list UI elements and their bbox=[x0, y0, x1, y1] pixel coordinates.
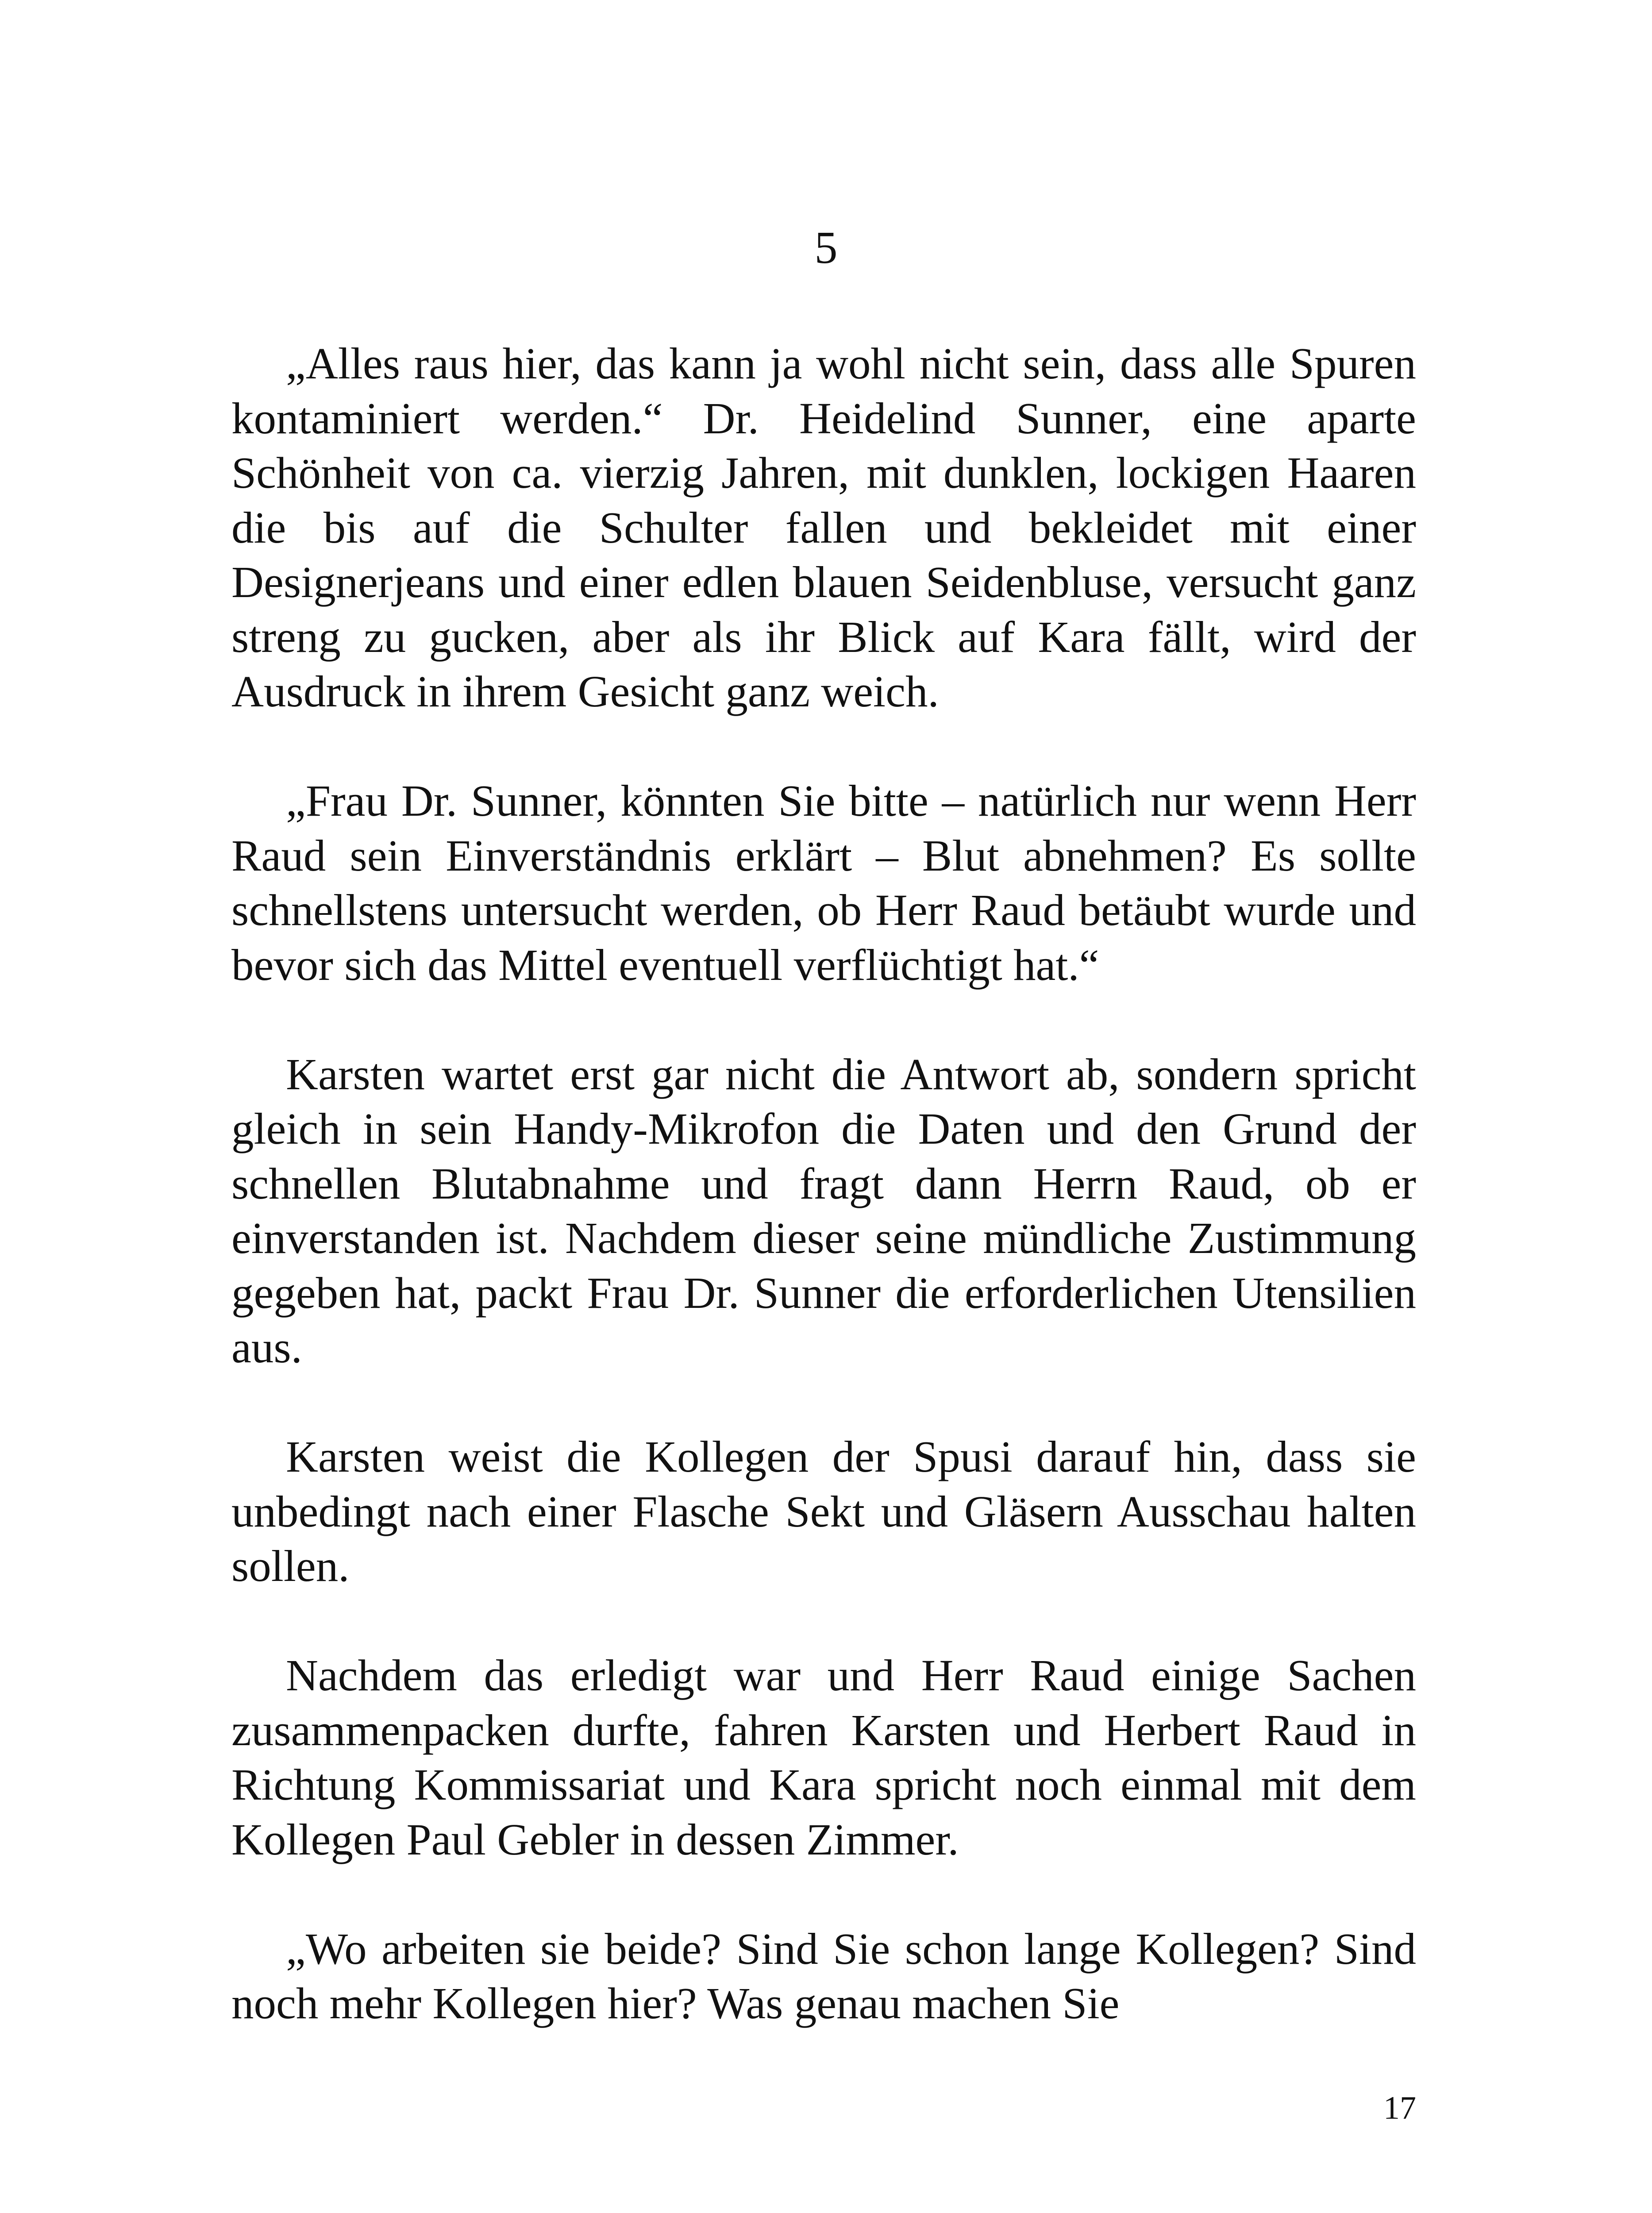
paragraph-5: Nachdem das erledigt war und Herr Raud einige Sachen zusammenpacken durfte, fahren Karsten und Herbert Raud in Richtung Kommissariat und Kara spricht noch einmal mit dem Kollegen Paul Gebler in dessen Zimmer. bbox=[231, 1650, 1416, 1864]
paragraph-4: Karsten weist die Kollegen der Spusi darauf hin, dass sie unbedingt nach einer Flasche Sekt und Gläsern Ausschau halten sollen. bbox=[231, 1432, 1416, 1591]
chapter-number: 5 bbox=[814, 222, 838, 273]
page-number: 17 bbox=[1383, 2090, 1416, 2126]
paragraph-3: Karsten wartet erst gar nicht die Antwort ab, sondern spricht gleich in sein Handy-Mikrofon die Daten und den Grund der schnellen Blutabnahme und fragt dann Herrn Raud, ob er einverstanden ist. Nachdem dieser seine mündliche Zustimmung gegeben hat, packt Frau Dr. Sunner die erforderlichen Utensilien aus. bbox=[231, 1049, 1416, 1372]
body-text bbox=[231, 336, 1416, 2031]
paragraph-2: „Frau Dr. Sunner, könnten Sie bitte – natürlich nur wenn Herr Raud sein Einverständnis erklärt – Blut abnehmen? Es sollte schnellstens untersucht werden, ob Herr Raud betäubt wurde und bevor sich das Mittel eventuell verflüchtigt hat.“ bbox=[231, 776, 1416, 990]
paragraph-1: „Alles raus hier, das kann ja wohl nicht sein, dass alle Spuren kontaminiert werden.“ Dr. Heidelind Sunner, eine aparte Schönheit von ca. vierzig Jahren, mit dunklen, lockigen Haaren die bis auf die Schulter fallen und bekleidet mit einer Designerjeans und einer edlen blauen Seidenbluse, versucht ganz streng zu gucken, aber als ihr Blick auf Kara fällt, wird der Ausdruck in ihrem Gesicht ganz weich. bbox=[231, 339, 1416, 716]
paragraph-6: „Wo arbeiten sie beide? Sind Sie schon lange Kollegen? Sind noch mehr Kollegen hier? Was genau machen Sie bbox=[231, 1924, 1416, 2028]
